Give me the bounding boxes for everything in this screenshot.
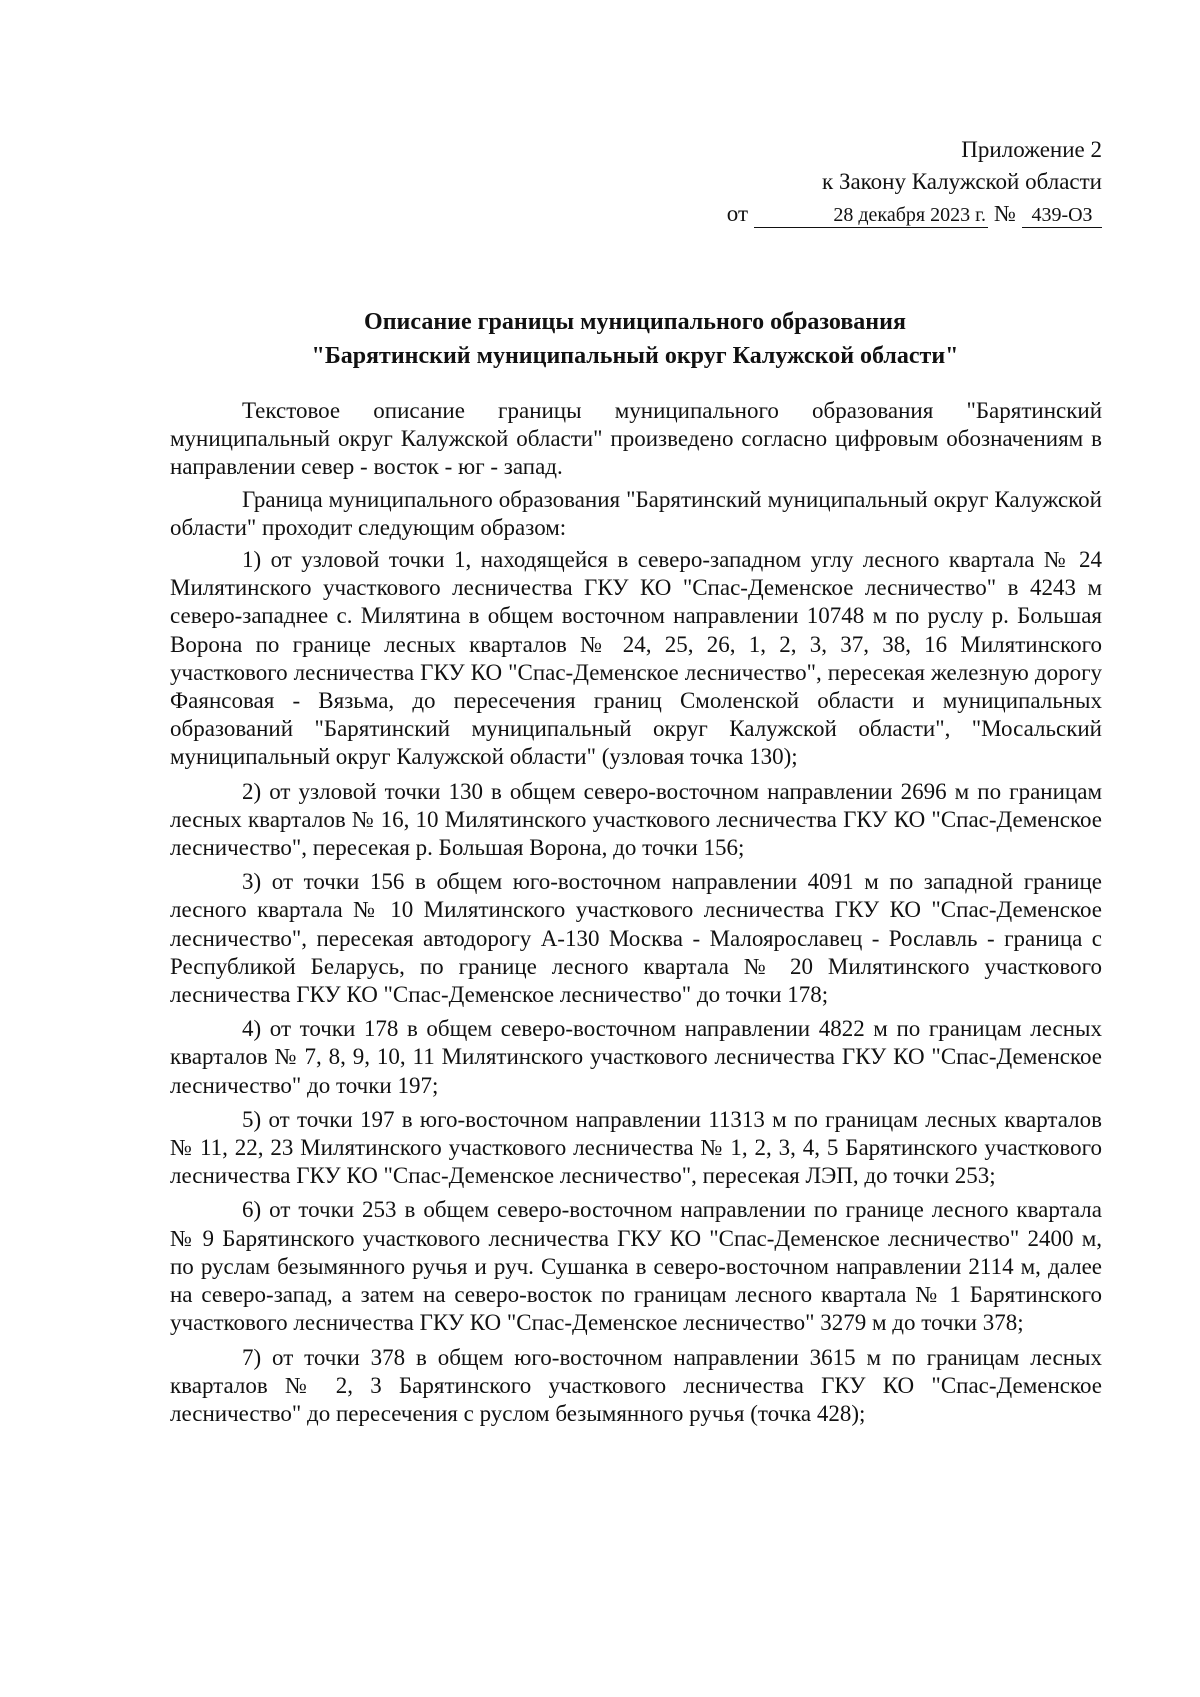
number-label: № (994, 201, 1016, 226)
law-number: 439-ОЗ (1022, 203, 1102, 228)
title-line-2: "Барятинский муниципальный округ Калужской области" (311, 343, 959, 369)
boundary-item-4: 4) от точки 178 в общем северо-восточном направлении 4822 м по границам лесных кварталов № 7, 8, 9, 10, 11 Милятинского участкового лесничества ГКУ КО "Спас-Деменское лесничество" до точки 197; (170, 1016, 1102, 1098)
intro-paragraph: Текстовое описание границы муниципального образования "Барятинский муниципальный округ Калужской области" произведено согласно цифровым обозначениям в направлении север - восток - юг - запад. (170, 398, 1102, 480)
document-body (170, 397, 1102, 1434)
boundary-item-1: 1) от узловой точки 1, находящейся в северо-западном углу лесного квартала № 24 Милятинского участкового лесничества ГКУ КО "Спас-Деменское лесничество" в 4243 м северо-западнее с. Милятина в общем восточном направлении 10748 м по руслу р. Большая Ворона по границе лесных кварталов № 24, 25, 26, 1, 2, 3, 37, 38, 16 Милятинского участкового лесничества ГКУ КО "Спас-Деменское лесничество", пересекая железную дорогу Фаянсовая - Вязьма, до пересечения границ Смоленской области и муниципальных образований "Барятинский муниципальный округ Калужской области", "Мосальский муниципальный округ Калужской области" (узловая точка 130); (170, 547, 1102, 770)
law-date: 28 декабря 2023 г. (754, 203, 988, 228)
document-title (170, 305, 1100, 373)
law-reference: к Закону Калужской области (822, 169, 1102, 194)
boundary-item-5: 5) от точки 197 в юго-восточном направлении 11313 м по границам лесных кварталов № 11, 22, 23 Милятинского участкового лесничества № 1, 2, 3, 4, 5 Барятинского участкового лесничества ГКУ КО "Спас-Деменское лесничество", пересекая ЛЭП, до точки 253; (170, 1106, 1102, 1189)
appendix-header (727, 134, 1102, 230)
title-line-1: Описание границы муниципального образования (364, 309, 906, 335)
boundary-item-2: 2) от узловой точки 130 в общем северо-восточном направлении 2696 м по границам лесных кварталов № 16, 10 Милятинского участкового лесничества ГКУ КО "Спас-Деменское лесничество", пересекая р. Большая Ворона, до точки 156; (170, 778, 1102, 861)
from-label: от (726, 201, 749, 226)
boundary-item-7: 7) от точки 378 в общем юго-восточном направлении 3615 м по границам лесных кварталов № 2, 3 Барятинского участкового лесничества ГКУ КО "Спас-Деменское лесничество" до пересечения с руслом безымянного ручья (точка 428); (170, 1344, 1102, 1426)
appendix-title: Приложение 2 (961, 137, 1102, 162)
boundary-item-6: 6) от точки 253 в общем северо-восточном направлении по границе лесного квартала № 9 Барятинского участкового лесничества ГКУ КО "Спас-Деменское лесничество" 2400 м, по руслам безымянного ручья и руч. Сушанка в северо-восточном направлении 2114 м, далее на северо-запад, а затем на северо-восток по границам лесного квартала № 1 Барятинского участкового лесничества ГКУ КО "Спас-Деменское лесничество" 3279 м до точки 378; (170, 1197, 1102, 1336)
law-date-number-line (727, 198, 1102, 230)
boundary-item-3: 3) от точки 156 в общем юго-восточном направлении 4091 м по западной границе лесного квартала № 10 Милятинского участкового лесничества ГКУ КО "Спас-Деменское лесничество", пересекая автодорогу А-130 Москва - Малоярославец - Рославль - граница с Республикой Беларусь, по границе лесного квартала № 20 Милятинского участкового лесничества ГКУ КО "Спас-Деменское лесничество" до точки 178; (170, 869, 1102, 1008)
boundary-paragraph: Граница муниципального образования "Барятинский муниципальный округ Калужской области" проходит следующим образом: (170, 486, 1102, 540)
